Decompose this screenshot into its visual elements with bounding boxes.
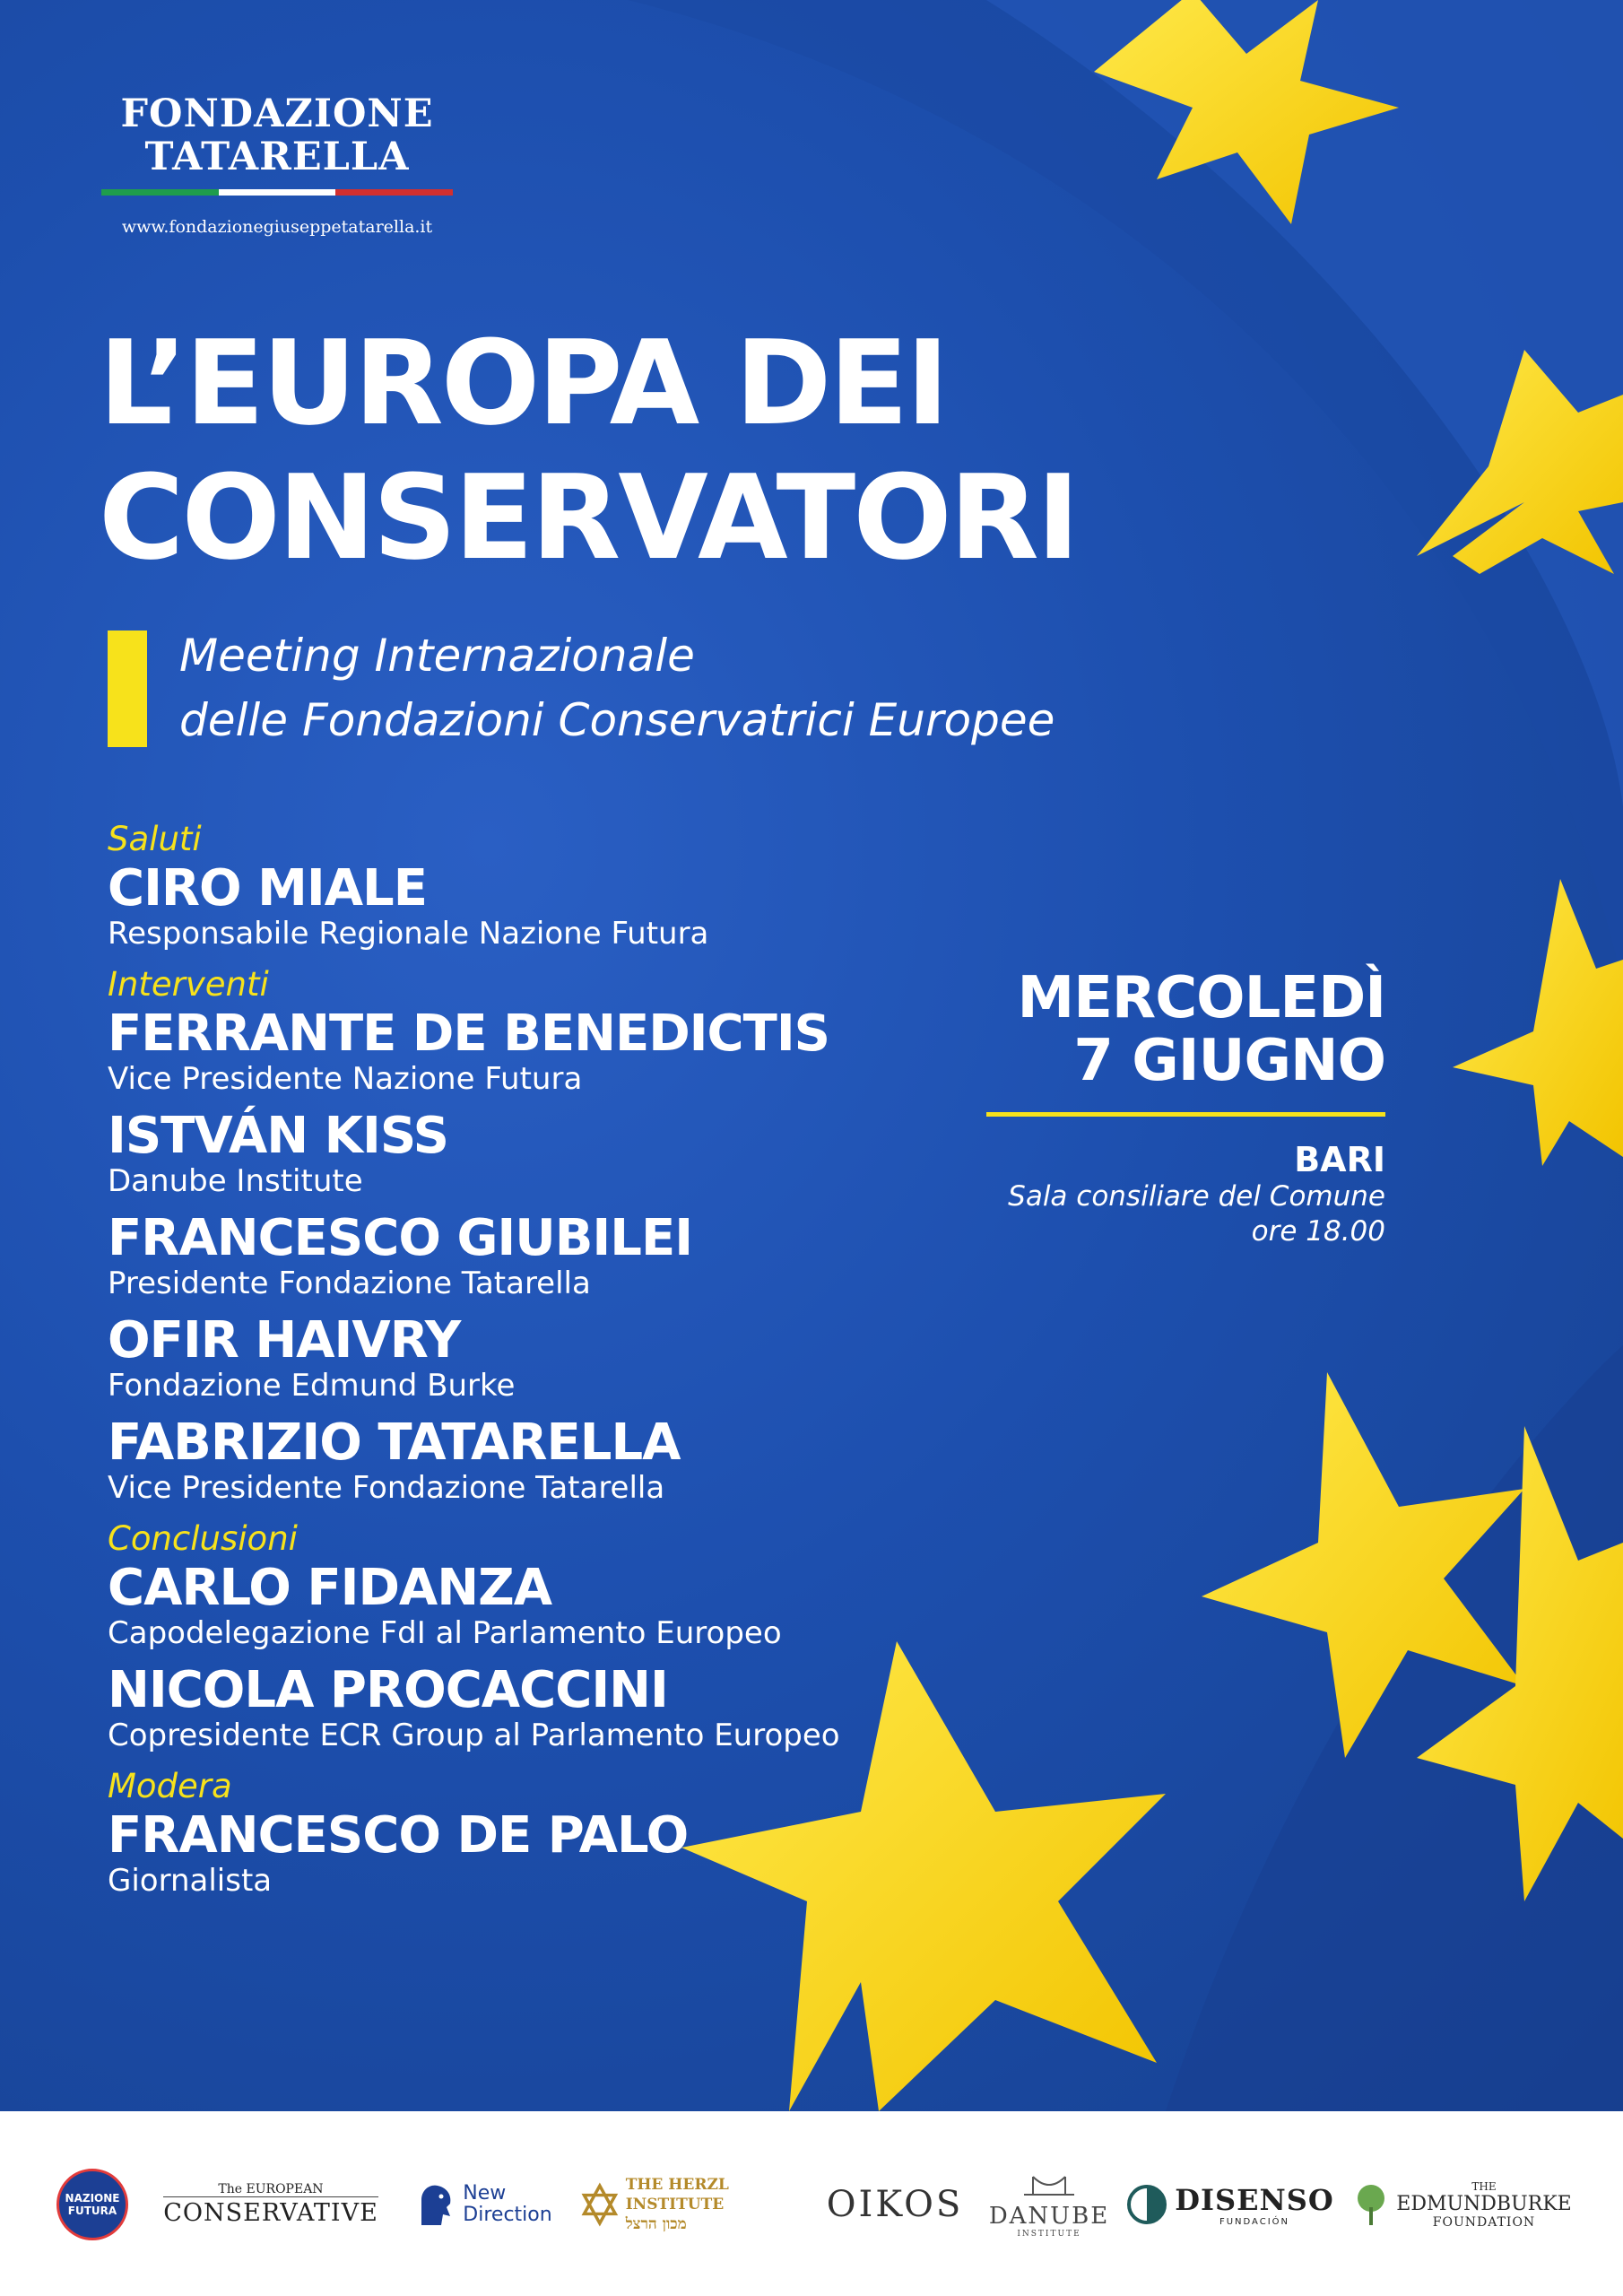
herzl-line-1: THE HERZL INSTITUTE [625, 2176, 729, 2213]
tree-icon [1351, 2182, 1391, 2227]
sponsor-oikos [823, 2161, 967, 2248]
logo-line-2: TATARELLA [144, 135, 410, 179]
star-of-david-icon [581, 2181, 619, 2228]
speaker [108, 1808, 840, 1898]
subtitle-accent-bar [108, 631, 147, 747]
section-label: Saluti [108, 820, 202, 858]
new-direction-line-2: Direction [463, 2204, 552, 2226]
european-conservative-big: CONSERVATIVE [163, 2196, 378, 2227]
disenso-icon [1126, 2184, 1167, 2225]
sponsor-danube [986, 2161, 1112, 2248]
sponsor-european-conservative [154, 2161, 387, 2248]
new-direction-line-1: New [463, 2182, 507, 2205]
section-interventi [108, 963, 840, 1505]
speaker-name: NICOLA PROCACCINI [108, 1661, 668, 1719]
page-title [99, 316, 1077, 585]
speaker-role: Giornalista [108, 1863, 273, 1899]
section-label: Interventi [108, 965, 269, 1004]
event-info [986, 967, 1385, 1249]
speaker-name: FRANCESCO DE PALO [108, 1806, 689, 1865]
speaker [108, 1561, 840, 1650]
fondazione-tatarella-logo [101, 92, 453, 237]
section-label: Conclusioni [108, 1519, 298, 1558]
speaker [108, 861, 840, 951]
subtitle-line-2: delle Fondazioni Conservatrici Europee [179, 694, 1055, 746]
danube-name: DANUBE [988, 2202, 1110, 2230]
oikos-logo: OIKOS [826, 2184, 964, 2225]
bridge-icon [1022, 2171, 1076, 2196]
speaker-role: Copresidente ECR Group al Parlamento Europeo [108, 1718, 840, 1753]
date-divider [986, 1112, 1385, 1117]
nazione-futura-logo: NAZIONE FUTURA [56, 2169, 128, 2240]
speaker-role: Danube Institute [108, 1163, 363, 1199]
program [108, 818, 840, 1910]
speaker-role: Vice Presidente Fondazione Tatarella [108, 1470, 665, 1506]
speaker-role: Vice Presidente Nazione Futura [108, 1061, 583, 1097]
speaker-role: Responsabile Regionale Nazione Futura [108, 916, 709, 952]
disenso-name: DISENSO [1175, 2182, 1334, 2217]
speaker-name: CIRO MIALE [108, 859, 427, 918]
european-conservative-small: The EUROPEAN [218, 2182, 324, 2196]
speaker-role: Capodelegazione FdI al Parlamento Europeo [108, 1615, 782, 1651]
event-day: MERCOLEDÌ [1017, 965, 1385, 1031]
event-time: ore 18.00 [1251, 1215, 1385, 1248]
event-date: 7 GIUGNO [1073, 1028, 1385, 1094]
herzl-line-2: מכון הרצל [625, 2215, 687, 2233]
sponsor-edmund-burke [1345, 2161, 1578, 2248]
italian-flag-stripe [101, 189, 453, 196]
speaker [108, 1211, 840, 1300]
logo-url: www.fondazionegiuseppetatarella.it [121, 217, 433, 237]
speaker [108, 1006, 840, 1096]
title-line-2: CONSERVATORI [99, 449, 1078, 586]
burke-line-1: THE [1471, 2179, 1497, 2193]
section-conclusioni [108, 1518, 840, 1752]
speaker-name: OFIR HAIVRY [108, 1311, 461, 1370]
section-modera [108, 1765, 840, 1898]
sponsor-disenso [1132, 2161, 1334, 2248]
speaker-name: CARLO FIDANZA [108, 1559, 552, 1617]
subtitle-line-1: Meeting Internazionale [179, 630, 695, 682]
event-city: BARI [1294, 1140, 1385, 1179]
speaker-role: Fondazione Edmund Burke [108, 1368, 516, 1404]
title-line-1: L’EUROPA DEI [99, 315, 947, 451]
speaker [108, 1109, 840, 1198]
star-icon [1453, 879, 1623, 1166]
logo-line-1: FONDAZIONE [120, 91, 434, 136]
section-label: Modera [108, 1767, 232, 1805]
sponsor-herzl-institute [581, 2161, 805, 2248]
speaker-name: ISTVÁN KISS [108, 1107, 448, 1165]
speaker-name: FRANCESCO GIUBILEI [108, 1209, 693, 1267]
lion-icon [416, 2180, 456, 2229]
sponsor-footer [0, 2111, 1623, 2296]
speaker-name: FERRANTE DE BENEDICTIS [108, 1004, 829, 1063]
section-saluti [108, 818, 840, 951]
speaker [108, 1313, 840, 1403]
speaker [108, 1663, 840, 1752]
burke-line-2: EDMUNDBURKE [1396, 2192, 1572, 2215]
danube-sub: INSTITUTE [1017, 2229, 1081, 2239]
sponsor-nazione-futura [52, 2161, 133, 2248]
disenso-sub: FUNDACIÓN [1219, 2216, 1290, 2227]
speaker-role: Presidente Fondazione Tatarella [108, 1265, 591, 1301]
speaker [108, 1415, 840, 1505]
sponsor-new-direction [412, 2161, 556, 2248]
speaker-name: FABRIZIO TATARELLA [108, 1413, 681, 1472]
burke-line-3: FOUNDATION [1432, 2214, 1536, 2230]
subtitle [179, 623, 1055, 752]
event-venue: Sala consiliare del Comune [1008, 1180, 1385, 1213]
